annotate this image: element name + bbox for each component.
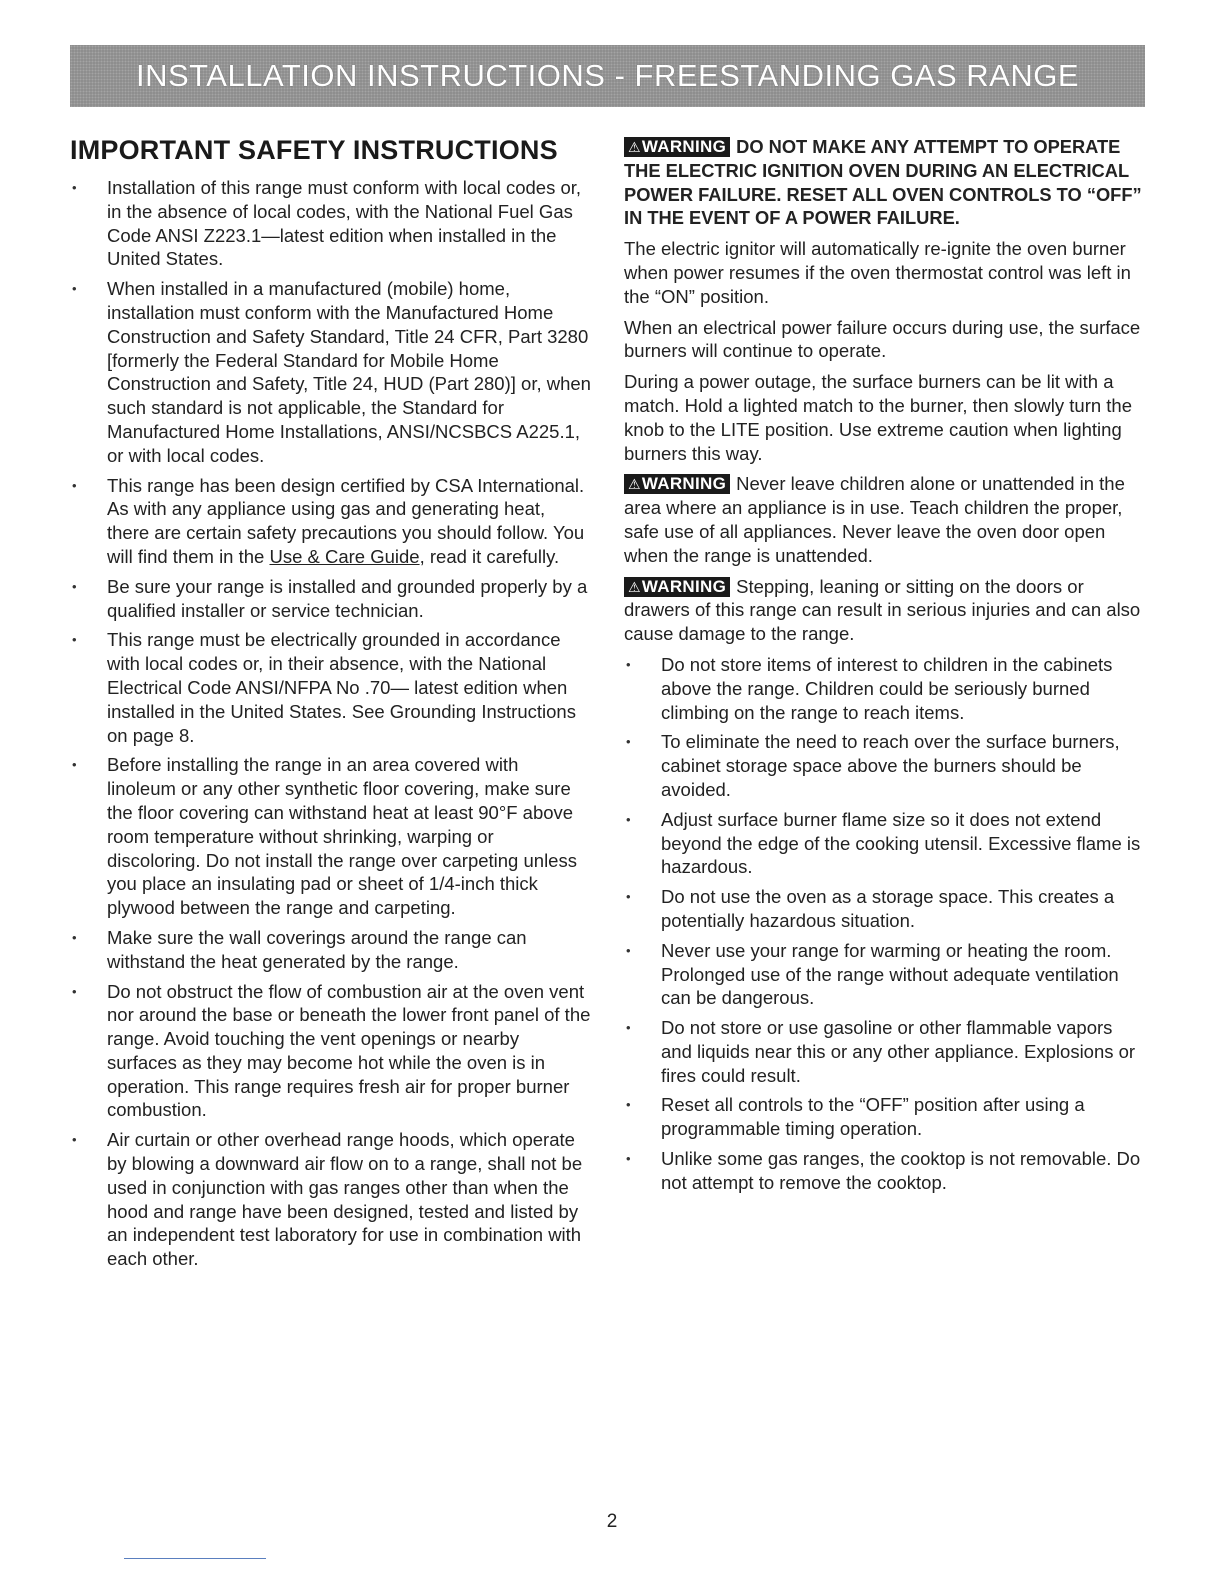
footer-divider xyxy=(124,1558,266,1559)
list-item: • Reset all controls to the “OFF” position after using a programmable timing operation. xyxy=(624,1093,1148,1141)
warning-badge: ⚠WARNING xyxy=(624,137,730,157)
csa-text-start: This range has been design certified by CSA International. As with any appliance using gas and generating heat, there are certain safety precautions you should follow. You will find them in the xyxy=(107,474,585,567)
warning-text: DO NOT MAKE ANY ATTEMPT TO OPERATE THE ELECTRIC IGNITION OVEN DURING AN ELECTRICAL POWER FAILURE. RESET ALL OVEN CONTROLS TO “OFF” IN THE EVENT OF A POWER FAILURE. xyxy=(624,136,1142,229)
list-item: • Do not use the oven as a storage space. This creates a potentially hazardous situation. xyxy=(624,885,1148,933)
children-warning xyxy=(624,472,1148,567)
page-number: 2 xyxy=(606,1511,618,1532)
right-column xyxy=(624,135,1148,1201)
list-item: • Air curtain or other overhead range hoods, which operate by blowing a downward air flow on to a range, shall not be used in conjunction with gas ranges other than when the hood and range have been designed, tested and listed by an independent test laboratory for use in combination with each other. xyxy=(70,1128,592,1271)
paragraph: During a power outage, the surface burners can be lit with a match. Hold a lighted match to the burner, then slowly turn the knob to the LITE position. Use extreme caution when lighting burners this way. xyxy=(624,371,1133,464)
left-column xyxy=(70,135,592,1277)
safety-list xyxy=(70,176,592,1271)
precaution-list xyxy=(624,653,1148,1195)
page-title: INSTALLATION INSTRUCTIONS - FREESTANDING GAS RANGE xyxy=(135,58,1080,93)
list-item: • Adjust surface burner flame size so it does not extend beyond the edge of the cooking utensil. Excessive flame is hazardous. xyxy=(624,808,1148,879)
warning-badge: ⚠WARNING xyxy=(624,577,730,597)
stepping-warning xyxy=(624,575,1148,646)
list-item: • Do not store items of interest to children in the cabinets above the range. Children could be seriously burned climbing on the range to reach items. xyxy=(624,653,1148,724)
warning-triangle-icon: ⚠ xyxy=(628,476,641,493)
section-heading: IMPORTANT SAFETY INSTRUCTIONS xyxy=(70,135,558,165)
list-item: • Be sure your range is installed and grounded properly by a qualified installer or service technician. xyxy=(70,575,592,623)
warning-triangle-icon: ⚠ xyxy=(628,139,641,155)
warning-badge: ⚠WARNING xyxy=(624,474,730,494)
csa-text-end: , read it carefully. xyxy=(419,545,560,567)
list-item: • This range must be electrically grounded in accordance with local codes or, in their absence, with the National Electrical Code ANSI/NFPA No .70— latest edition when installed in the United States. See Grounding Instructions on page 8. xyxy=(70,628,592,747)
list-item: • To eliminate the need to reach over the surface burners, cabinet storage space above the burners should be avoided. xyxy=(624,730,1148,801)
power-failure-warning xyxy=(624,135,1148,230)
list-item: • Never use your range for warming or heating the room. Prolonged use of the range without adequate ventilation can be dangerous. xyxy=(624,939,1148,1010)
paragraph: When an electrical power failure occurs during use, the surface burners will continue to operate. xyxy=(624,316,1141,362)
list-item: • Make sure the wall coverings around the range can withstand the heat generated by the range. xyxy=(70,926,592,974)
use-care-guide-link: Use & Care Guide xyxy=(269,545,420,567)
list-item: • Installation of this range must conform with local codes or, in the absence of local codes, with the National Fuel Gas Code ANSI Z223.1—latest edition when installed in the United States. xyxy=(70,176,592,271)
list-item: • Do not obstruct the flow of combustion air at the oven vent nor around the base or beneath the lower front panel of the range. Avoid touching the vent openings or nearby surfaces as they may become hot while the oven is in operation. This range requires fresh air for proper burner combustion. xyxy=(70,980,592,1123)
list-item: • Do not store or use gasoline or other flammable vapors and liquids near this or any other appliance. Explosions or fires could result. xyxy=(624,1016,1148,1087)
list-item: • When installed in a manufactured (mobile) home, installation must conform with the Manufactured Home Construction and Safety Standard, Title 24 CFR, Part 3280 [formerly the Federal Standard for Mobile Home Construction and Safety, Title 24, HUD (Part 280)] or, when such standard is not applicable, the Standard for Manufactured Home Installations, ANSI/NCSBCS A225.1, or with local codes. xyxy=(70,277,592,467)
header-banner xyxy=(70,45,1145,107)
list-item xyxy=(70,474,592,569)
warning-text: Stepping, leaning or sitting on the doors or drawers of this range can result in serious injuries and can also cause damage to the range. xyxy=(624,575,1141,645)
warning-text: Never leave children alone or unattended in the area where an appliance is in use. Teach children the proper, safe use of all appliances. Never leave the oven door open when the range is unattended. xyxy=(624,473,1125,566)
warning-triangle-icon: ⚠ xyxy=(628,578,641,595)
list-item: • Unlike some gas ranges, the cooktop is not removable. Do not attempt to remove the cooktop. xyxy=(624,1147,1148,1195)
list-item: • Before installing the range in an area covered with linoleum or any other synthetic floor covering, make sure the floor covering can withstand heat at least 90°F above room temperature without shrinking, warping or discoloring. Do not install the range over carpeting unless you place an insulating pad or sheet of 1/4-inch thick plywood between the range and carpeting. xyxy=(70,753,592,920)
paragraph: The electric ignitor will automatically re-ignite the oven burner when power resumes if the oven thermostat control was left in the “ON” position. xyxy=(624,238,1131,307)
